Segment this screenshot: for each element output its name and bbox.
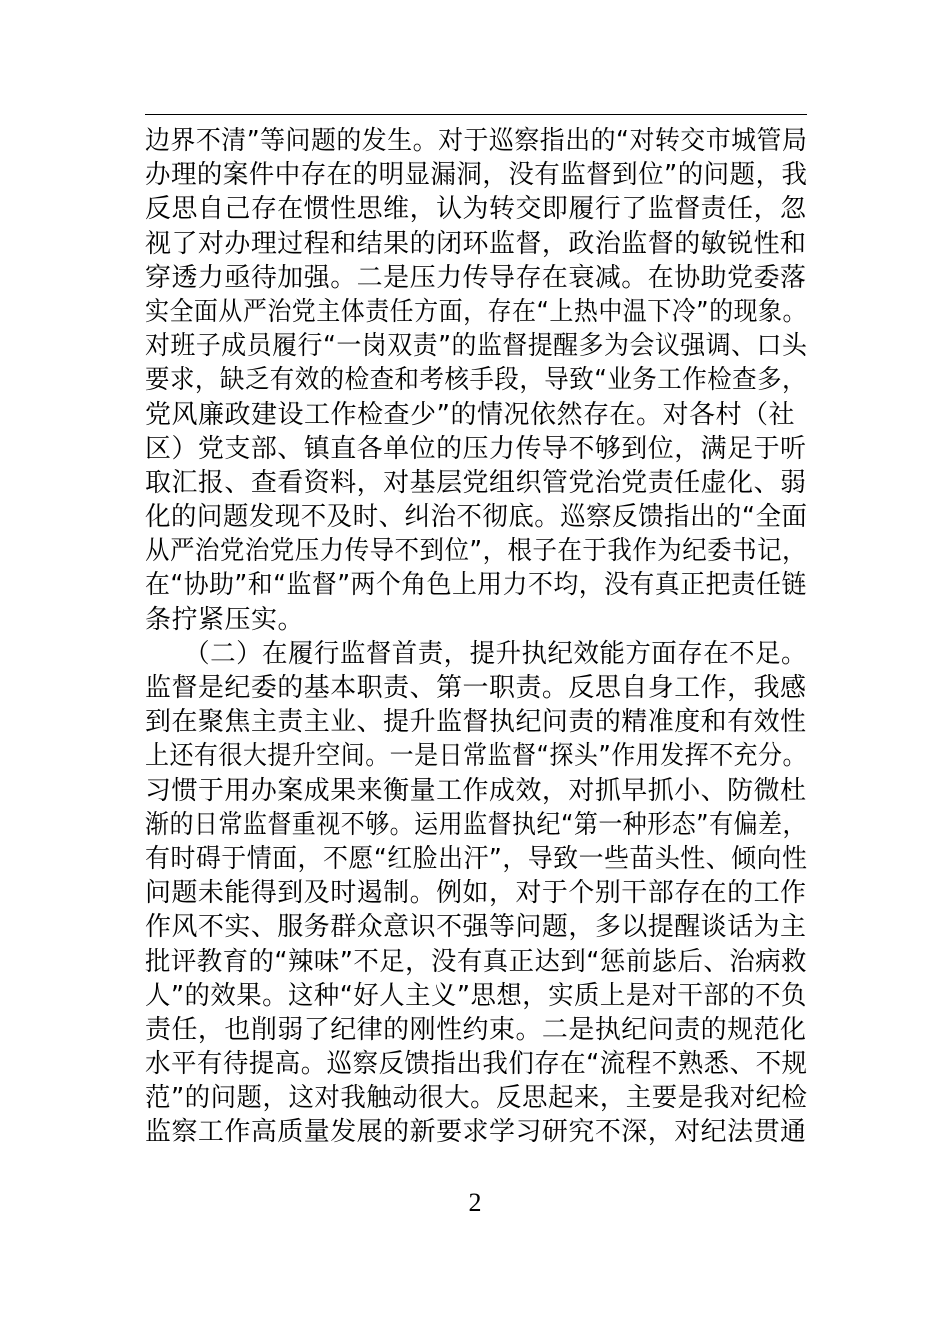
text-line: 实全面从严治党主体责任方面，存在“上热中温下冷”的现象。: [145, 296, 807, 327]
text-line: 要求，缺乏有效的检查和考核手段，导致“业务工作检查多，: [145, 365, 808, 396]
text-line: 批评教育的“辣味”不足，没有真正达到“惩前毖后、治病救: [145, 946, 807, 977]
text-line: 条拧紧压实。: [145, 604, 305, 635]
text-line: 取汇报、查看资料，对基层党组织管党治党责任虚化、弱: [145, 467, 807, 498]
text-line: 监督是纪委的基本职责、第一职责。反思自身工作，我感: [145, 673, 807, 703]
text-line: 作风不实、服务群众意识不强等问题，多以提醒谈话为主: [145, 912, 807, 943]
page-number: 2: [468, 1188, 482, 1217]
text-line: 责任，也削弱了纪律的刚性约束。二是执纪问责的规范化: [145, 1014, 807, 1045]
text-line: 问题未能得到及时遏制。例如，对于个别干部存在的工作: [145, 878, 807, 909]
text-line: 穿透力亟待加强。二是压力传导存在衰减。在协助党委落: [145, 262, 807, 293]
text-line: 监察工作高质量发展的新要求学习研究不深，对纪法贯通: [145, 1117, 807, 1148]
text-line: 有时碍于情面，不愿“红脸出汗”，导致一些苗头性、倾向性: [145, 843, 808, 874]
text-line: 习惯于用办案成果来衡量工作成效，对抓早抓小、防微杜: [145, 775, 807, 806]
text-line: 人”的效果。这种“好人主义”思想，实质上是对干部的不负: [145, 980, 807, 1011]
text-line: 办理的案件中存在的明显漏洞，没有监督到位”的问题，我: [145, 160, 808, 191]
text-line: 从严治党治党压力传导不到位”，根子在于我作为纪委书记，: [145, 536, 808, 567]
text-line: 反思自己存在惯性思维，认为转交即履行了监督责任，忽: [145, 194, 807, 225]
text-line: 化的问题发现不及时、纠治不彻底。巡察反馈指出的“全面: [145, 502, 808, 533]
text-line: 边界不清”等问题的发生。对于巡察指出的“对转交市城管局: [145, 126, 808, 156]
text-line: 上还有很大提升空间。一是日常监督“探头”作用发挥不充分。: [145, 741, 807, 772]
text-line: 到在聚焦主责主业、提升监督执纪问责的精准度和有效性: [145, 707, 807, 738]
text-line: 在“协助”和“监督”两个角色上用力不均，没有真正把责任链: [145, 570, 807, 601]
text-line: 水平有待提高。巡察反馈指出我们存在“流程不熟悉、不规: [145, 1049, 808, 1080]
section-heading-line: （二）在履行监督首责，提升执纪效能方面存在不足。: [145, 638, 808, 669]
text-line: 党风廉政建设工作检查少”的情况依然存在。对各村（社: [145, 399, 795, 430]
text-line: 范”的问题，这对我触动很大。反思起来，主要是我对纪检: [145, 1083, 808, 1114]
text-line: 渐的日常监督重视不够。运用监督执纪“第一种形态”有偏差，: [145, 809, 807, 840]
body-text: [145, 124, 807, 1150]
header-rule: [145, 114, 807, 115]
text-line: 区）党支部、镇直各单位的压力传导不够到位，满足于听: [145, 433, 807, 464]
text-line: 视了对办理过程和结果的闭环监督，政治监督的敏锐性和: [145, 228, 807, 259]
text-line: 对班子成员履行“一岗双责”的监督提醒多为会议强调、口头: [145, 331, 808, 362]
